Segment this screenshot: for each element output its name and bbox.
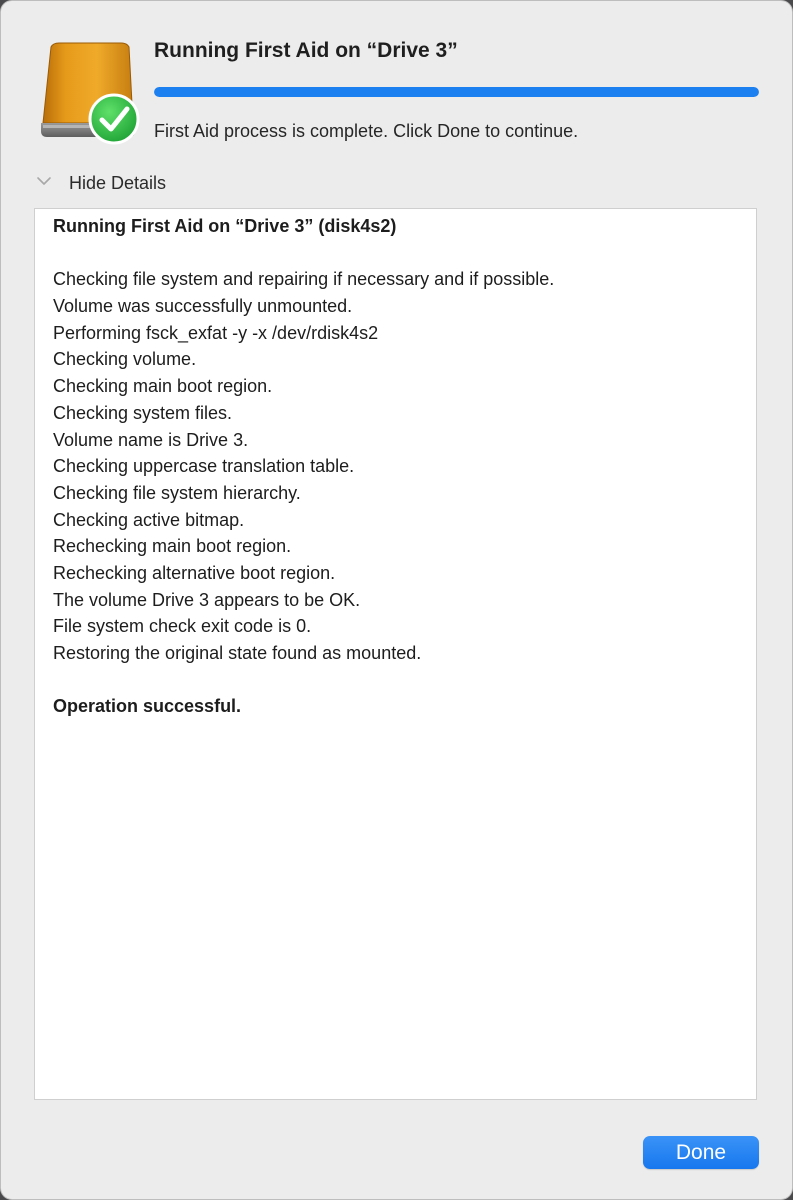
- log-line: Checking system files.: [53, 402, 233, 423]
- dialog-title: Running First Aid on “Drive 3”: [154, 39, 458, 62]
- log-line: Operation successful.: [53, 696, 242, 717]
- log-line: Volume was successfully unmounted.: [53, 296, 353, 317]
- log-line: Checking uppercase translation table.: [53, 456, 355, 477]
- log-line: Checking volume.: [53, 349, 197, 370]
- chevron-down-icon: [35, 172, 69, 195]
- log-line: File system check exit code is 0.: [53, 616, 312, 637]
- hide-details-toggle[interactable]: [35, 169, 166, 197]
- status-message: First Aid process is complete. Click Done to continue.: [154, 121, 579, 141]
- log-line: Volume name is Drive 3.: [53, 429, 249, 450]
- log-line: Checking file system and repairing if necessary and if possible.: [53, 269, 555, 290]
- details-log[interactable]: [34, 208, 757, 1100]
- log-line: Checking main boot region.: [53, 376, 273, 397]
- checkmark-badge-icon: [88, 93, 140, 145]
- done-button[interactable]: Done: [643, 1136, 759, 1169]
- hide-details-label: Hide Details: [69, 172, 167, 193]
- log-line: [53, 240, 739, 267]
- log-line: Running First Aid on “Drive 3” (disk4s2): [53, 216, 397, 236]
- log-line: Checking active bitmap.: [53, 509, 245, 530]
- log-line: Checking file system hierarchy.: [53, 482, 301, 503]
- log-line: Rechecking main boot region.: [53, 536, 292, 557]
- log-line: The volume Drive 3 appears to be OK.: [53, 589, 361, 610]
- log-line: Restoring the original state found as mounted.: [53, 643, 422, 663]
- progress-fill: [154, 87, 759, 97]
- log-line: Performing fsck_exfat -y -x /dev/rdisk4s2: [53, 322, 379, 343]
- progress-bar: [154, 87, 759, 97]
- log-line: [53, 667, 739, 694]
- log-line: Rechecking alternative boot region.: [53, 562, 336, 583]
